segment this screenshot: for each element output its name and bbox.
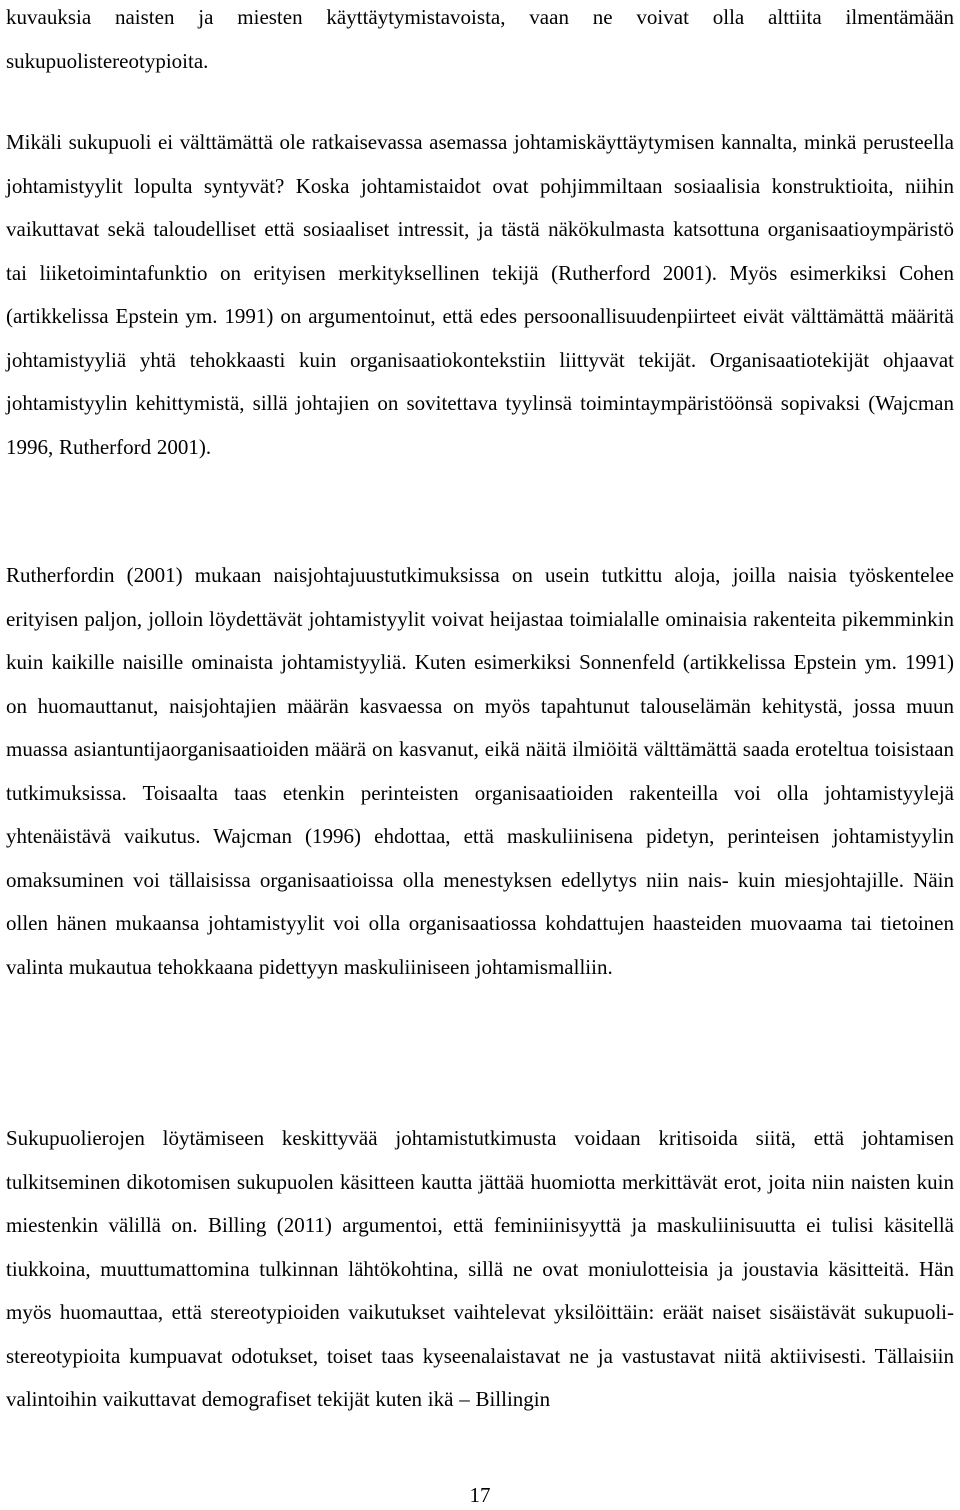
page-number: 17 [469, 1483, 491, 1507]
paragraph: Sukupuolierojen löytämiseen keskittyvää johtamistutkimusta voidaan kritisoida siitä, että johtamisen tulkitseminen dikotomisen sukupuolen käsitteen kautta jättää huomiotta merkittävät erot, joita niin naisten kuin miestenkin välillä on. Billing (2011) argumentoi, että feminiinisyyttä ja maskuliinisuutta ei tulisi käsitellä tiukkoina, muuttumattomina tulkinnan lähtökohtina, sillä ne ovat moniulotteisia ja joustavia käsitteitä. Hän myös huomauttaa, että stereotypioiden vaikutukset vaihtelevat yksilöittäin: eräät naiset sisäistävät sukupuoli-stereotypioita kumpuavat odotukset, toiset taas kyseenalaistavat ne ja vastustavat niitä aktiivisesti. Tällaisiin valintoihin vaikuttavat demografiset tekijät kuten ikä – Billingin [6, 1126, 954, 1411]
paragraph: kuvauksia naisten ja miesten käyttäytymistavoista, vaan ne voivat olla alttiita ilmentämään sukupuolistereotypioita. [6, 5, 954, 73]
paragraph: Rutherfordin (2001) mukaan naisjohtajuustutkimuksissa on usein tutkittu aloja, joilla naisia työskentelee erityisen paljon, jolloin löydettävät johtamistyylit voivat heijastaa toimialalle ominaisia rakenteita pikemminkin kuin kaikille naisille ominaista johtamistyyliä. Kuten esimerkiksi Sonnenfeld (artikkelissa Epstein ym. 1991) on huomauttanut, naisjohtajien määrän kasvaessa on myös tapahtunut talouselämän kehitystä, jossa muun muassa asiantuntijaorganisaatioiden määrä on kasvanut, eikä näitä ilmiöitä välttämättä saada eroteltua toisistaan tutkimuksissa. Toisaalta taas etenkin perinteisten organisaatioiden rakenteilla voi olla johtamistyylejä yhtenäistävä vaikutus. Wajcman (1996) ehdottaa, että maskuliinisena pidetyn, perinteisen johtamistyylin omaksuminen voi tällaisissa organisaatioissa olla menestyksen edellytys niin nais- kuin miesjohtajille. Näin ollen hänen mukaansa johtamistyylit voi olla organisaatiossa kohdattujen haasteiden muovaama tai tietoinen valinta mukautua tehokkaana pidettyyn maskuliiniseen johtamismalliin. [6, 563, 954, 979]
paragraph: Mikäli sukupuoli ei välttämättä ole ratkaisevassa asemassa johtamiskäyttäytymisen kannalta, minkä perusteella johtamistyylit lopulta syntyvät? Koska johtamistaidot ovat pohjimmiltaan sosiaalisia konstruktioita, niihin vaikuttavat sekä taloudelliset että sosiaaliset intressit, ja tästä näkökulmasta katsottuna organisaatioympäristö tai liiketoimintafunktio on erityisen merkityksellinen tekijä (Rutherford 2001). Myös esimerkiksi Cohen (artikkelissa Epstein ym. 1991) on argumentoinut, että edes persoonallisuudenpiirteet eivät välttämättä määritä johtamistyyliä yhtä tehokkaasti kuin organisaatiokontekstiin liittyvät tekijät. Organisaatiotekijät ohjaavat johtamistyylin kehittymistä, sillä johtajien on sovitettava tyylinsä toimintaympäristöönsä sopivaksi (Wajcman 1996, Rutherford 2001). [6, 130, 954, 459]
